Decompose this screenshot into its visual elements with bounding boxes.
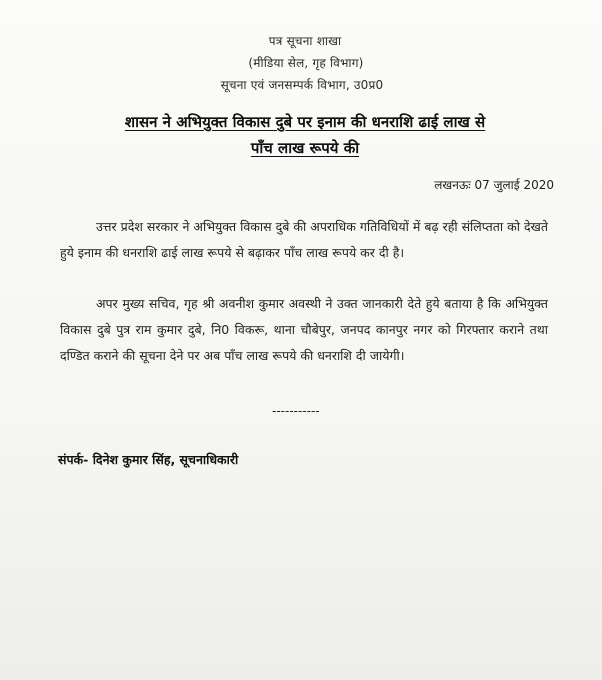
department-name: सूचना एवं जनसम्पर्क विभाग, उ0प्र0: [220, 78, 384, 92]
contact-line: संपर्क- दिनेश कुमार सिंह, सूचनाधिकारी: [58, 452, 239, 467]
letterhead: [0, 30, 602, 96]
headline-line-2: [40, 138, 570, 158]
department-branch: पत्र सूचना शाखा: [268, 34, 342, 48]
body-paragraph-2: अपर मुख्य सचिव, गृह श्री अवनीश कुमार अवस्थी ने उक्त जानकारी देते हुये बताया है कि अभियुक्त विकास दुबे पुत्र राम कुमार दुबे, नि0 विकरू, थाना चौबेपुर, जनपद कानपुर नगर को गिरफ्तार कराने तथा दण्डित कराने की सूचना देने पर अब पाँच लाख रूपये की धनराशि दी जायेगी।: [60, 296, 548, 363]
headline-text-1: शासन ने अभियुक्त विकास दुबे पर इनाम की धनराशि ढाई लाख से: [124, 113, 486, 131]
release-date: लखनऊः 07 जुलाई 2020: [434, 178, 554, 192]
department-cell: (मीडिया सेल, गृह विभाग): [248, 56, 364, 70]
headline-text-2: पाँच लाख रूपये की: [250, 139, 360, 157]
end-separator: -----------: [272, 404, 320, 418]
headline-line-1: [40, 112, 570, 132]
body-paragraph-1: उत्तर प्रदेश सरकार ने अभियुक्त विकास दुबे की अपराधिक गतिविधियों में बढ़ रही संलिप्तता को देखते हुये इनाम की धनराशि ढाई लाख रूपये से बढ़ाकर पाँच लाख रूपये कर दी है।: [60, 219, 548, 260]
